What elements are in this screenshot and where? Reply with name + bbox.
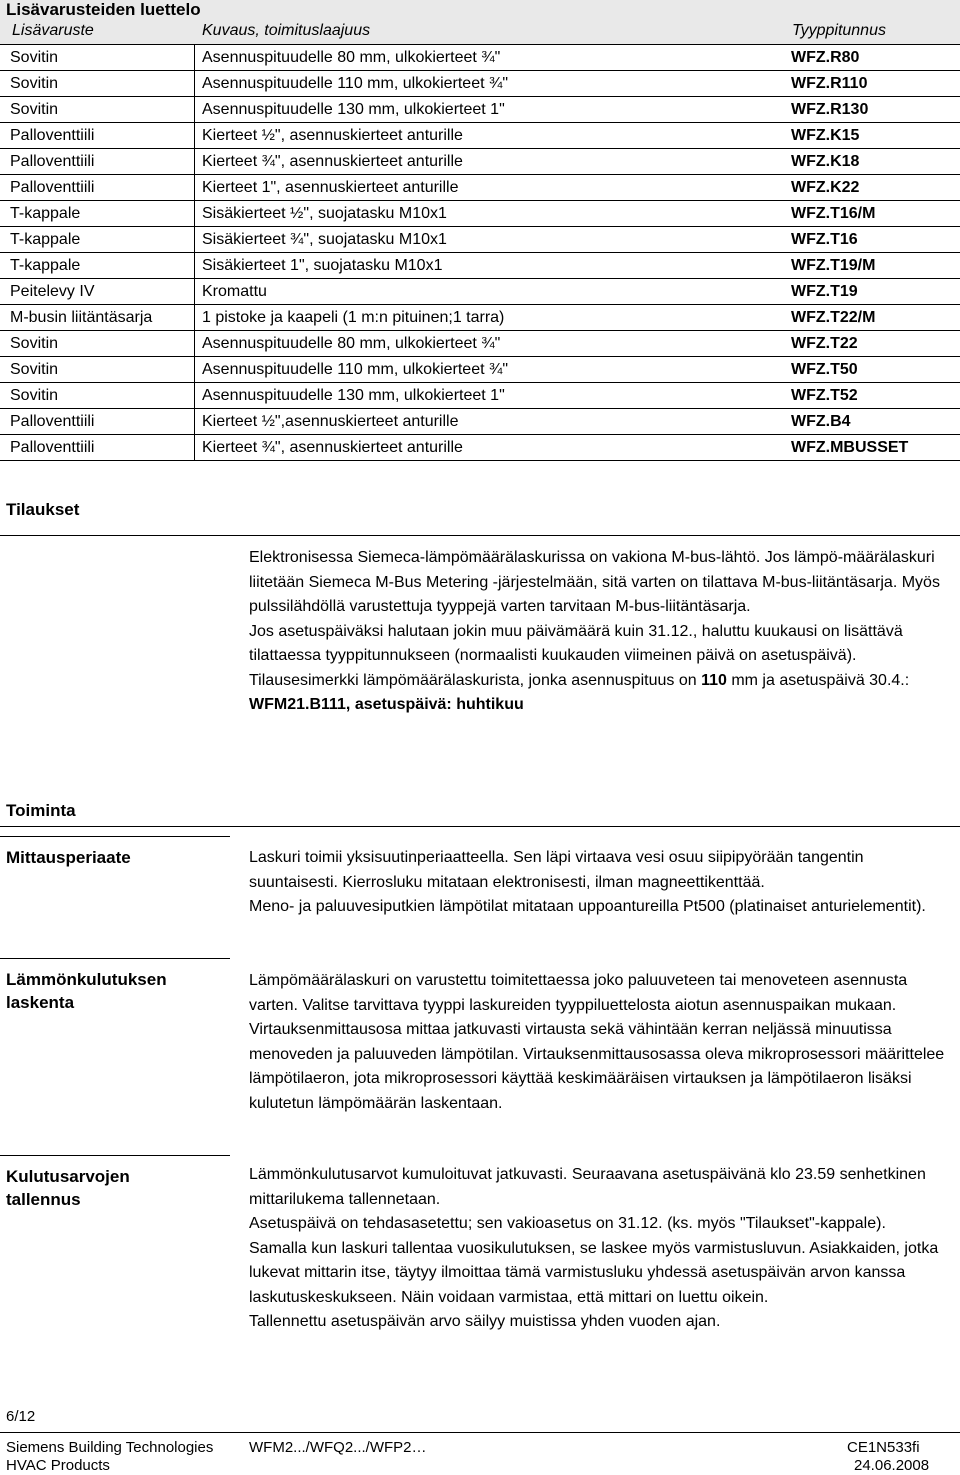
column-header-description: Kuvaus, toimituslaajuus xyxy=(202,22,371,39)
footer-division: HVAC Products xyxy=(6,1457,110,1474)
footer-company: Siemens Building Technologies xyxy=(6,1439,214,1456)
cell-accessory: Palloventtiili xyxy=(10,413,95,430)
column-divider xyxy=(194,44,195,460)
row-divider xyxy=(0,252,960,253)
storage-paragraph-2: Asetuspäivä on tehdasasetettu; sen vakioasetus on 31.12. (ks. myös "Tilaukset"-kappale). xyxy=(249,1215,886,1232)
cell-description: Asennuspituudelle 80 mm, ulkokierteet ¾" xyxy=(202,335,501,352)
cell-description: Asennuspituudelle 80 mm, ulkokierteet ¾" xyxy=(202,49,501,66)
orders-paragraph-3 xyxy=(249,669,955,718)
cell-type: WFZ.R80 xyxy=(791,49,860,66)
cell-type: WFZ.R110 xyxy=(791,75,868,92)
cell-accessory: T-kappale xyxy=(10,205,81,222)
page-title: Lisävarusteiden luettelo xyxy=(6,0,201,19)
storage-paragraph-1: Lämmönkulutusarvot kumuloituvat jatkuvasti. Seuraavana asetuspäivänä klo 23.59 senhetkinen mittarilukema tallennetaan. xyxy=(249,1166,926,1208)
row-divider xyxy=(0,226,960,227)
cell-description: 1 pistoke ja kaapeli (1 m:n pituinen;1 tarra) xyxy=(202,309,505,326)
cell-description: Kromattu xyxy=(202,283,267,300)
calc-label: Lämmönkulutuksen laskenta xyxy=(6,970,167,1012)
row-divider xyxy=(0,278,960,279)
cell-description: Kierteet ¾", asennuskierteet anturille xyxy=(202,439,463,456)
row-divider xyxy=(0,44,960,45)
row-divider xyxy=(0,356,960,357)
footer-divider xyxy=(0,1432,960,1433)
principle-paragraph-2: Meno- ja paluuvesiputkien lämpötilat mitataan uppoantureilla Pt500 (platinaiset anturielementit). xyxy=(249,898,926,915)
row-divider xyxy=(0,174,960,175)
orders-text xyxy=(249,546,955,718)
row-divider xyxy=(0,460,960,461)
row-divider xyxy=(0,434,960,435)
cell-description: Asennuspituudelle 130 mm, ulkokierteet 1" xyxy=(202,387,505,404)
row-divider xyxy=(0,408,960,409)
orders-example-length: 110 xyxy=(701,671,727,689)
cell-description: Asennuspituudelle 110 mm, ulkokierteet ¾" xyxy=(202,75,508,92)
row-divider xyxy=(0,304,960,305)
row-divider xyxy=(0,148,960,149)
cell-description: Kierteet 1", asennuskierteet anturille xyxy=(202,179,459,196)
row-divider xyxy=(0,200,960,201)
section-divider xyxy=(0,826,960,827)
cell-description: Kierteet ¾", asennuskierteet anturille xyxy=(202,153,463,170)
cell-type: WFZ.K22 xyxy=(791,179,860,196)
principle-paragraph-1: Laskuri toimii yksisuutinperiaatteella. Sen läpi virtaava vesi osuu siipipyörään tangentin suuntaisesti. Kierrosluku mitataan elektronisesti, ilman magneettikenttää. xyxy=(249,849,864,891)
footer-doc-id: CE1N533fi xyxy=(847,1439,920,1456)
section-divider xyxy=(0,535,960,536)
column-header-accessory: Lisävaruste xyxy=(12,22,94,39)
cell-type: WFZ.K15 xyxy=(791,127,860,144)
orders-paragraph-2: Jos asetuspäiväksi halutaan jokin muu päivämäärä kuin 31.12., haluttu kuukausi on lisättävä tilattaessa tyyppitunnukseen (normaalisti kuukauden viimeinen päivä on asetuspäivä). xyxy=(249,622,903,664)
footer-date: 24.06.2008 xyxy=(854,1457,930,1474)
cell-type: WFZ.K18 xyxy=(791,153,860,170)
cell-accessory: Peitelevy IV xyxy=(10,283,95,300)
page-number: 6/12 xyxy=(6,1408,36,1425)
calc-paragraph-1: Lämpömäärälaskuri on varustettu toimitettaessa joko paluuveteen tai menoveteen asennusta varten. Valitse tarvittava tyyppi laskureiden tyyppiluettelosta aiotun asennuspaikan mukaan. xyxy=(249,972,908,1014)
calc-paragraph-2: Virtauksenmittausosa mittaa jatkuvasti virtausta sekä vähintään kerran neljässä minuutissa menoveden ja paluuveden lämpötilan. Virtauksenmittausosassa oleva mikroprosessori määrittelee lämpötilaeron, jota mikroprosessori käyttää keskimääräisen virtauksen ja lämpötilaeron lisäksi kulutetun lämpömäärän laskentaan. xyxy=(249,1021,945,1112)
cell-accessory: Sovitin xyxy=(10,75,59,92)
cell-description: Kierteet ½", asennuskierteet anturille xyxy=(202,127,463,144)
cell-description: Kierteet ½",asennuskierteet anturille xyxy=(202,413,459,430)
function-heading: Toiminta xyxy=(6,801,76,820)
cell-accessory: M-busin liitäntäsarja xyxy=(10,309,153,326)
cell-description: Sisäkierteet ¾", suojatasku M10x1 xyxy=(202,231,447,248)
cell-type: WFZ.T16/M xyxy=(791,205,876,222)
cell-accessory: Sovitin xyxy=(10,361,59,378)
principle-label: Mittausperiaate xyxy=(6,848,131,867)
storage-text xyxy=(249,1163,955,1335)
cell-type: WFZ.R130 xyxy=(791,101,869,118)
row-divider xyxy=(0,122,960,123)
column-header-type: Tyyppitunnus xyxy=(792,22,886,39)
cell-type: WFZ.T52 xyxy=(791,387,858,404)
label-divider xyxy=(0,958,230,959)
row-divider xyxy=(0,330,960,331)
calc-text xyxy=(249,969,955,1116)
cell-type: WFZ.T22 xyxy=(791,335,858,352)
cell-accessory: Sovitin xyxy=(10,49,59,66)
label-divider xyxy=(0,836,230,837)
cell-type: WFZ.B4 xyxy=(791,413,851,430)
cell-type: WFZ.MBUSSET xyxy=(791,439,909,456)
orders-example-code: WFM21.B111, asetuspäivä: huhtikuu xyxy=(249,696,524,713)
orders-example-text: Tilausesimerkki lämpömäärälaskurista, jonka asennuspituus on xyxy=(249,671,702,689)
cell-accessory: Sovitin xyxy=(10,335,59,352)
storage-paragraph-3: Samalla kun laskuri tallentaa vuosikulutuksen, se laskee myös varmistusluvun. Asiakkaiden, jotka lukevat mittarin itse, täytyy ilmoittaa tämä varmistusluku yhdessä asetuspäivän arvon kanssa laskutuskeskukseen. Näin voidaan varmistaa, että mittari on luettu oikein. xyxy=(249,1239,939,1306)
cell-accessory: T-kappale xyxy=(10,231,81,248)
cell-accessory: Palloventtiili xyxy=(10,439,95,456)
storage-label: Kulutusarvojen tallennus xyxy=(6,1167,130,1209)
cell-type: WFZ.T50 xyxy=(791,361,858,378)
cell-accessory: T-kappale xyxy=(10,257,81,274)
orders-heading: Tilaukset xyxy=(6,500,80,519)
row-divider xyxy=(0,70,960,71)
cell-type: WFZ.T19/M xyxy=(791,257,876,274)
footer-models: WFM2.../WFQ2.../WFP2… xyxy=(249,1439,427,1456)
row-divider xyxy=(0,382,960,383)
orders-paragraph-1: Elektronisessa Siemeca-lämpömäärälaskurissa on vakiona M-bus-lähtö. Jos lämpö-määrälaskuri liitetään Siemeca M-Bus Metering -järjestelmään, sitä varten on tilattava M-bus-liitäntäsarja. Myös pulssilähdöllä varustettuja tyyppejä varten tarvitaan M-bus-liitäntäsarja. xyxy=(249,549,940,615)
cell-description: Asennuspituudelle 130 mm, ulkokierteet 1" xyxy=(202,101,505,118)
cell-accessory: Sovitin xyxy=(10,387,59,404)
cell-type: WFZ.T16 xyxy=(791,231,858,248)
orders-example-text-2: mm ja asetuspäivä 30.4.: xyxy=(726,671,910,689)
cell-description: Asennuspituudelle 110 mm, ulkokierteet ¾" xyxy=(202,361,508,378)
row-divider xyxy=(0,96,960,97)
label-divider xyxy=(0,1155,230,1156)
cell-description: Sisäkierteet ½", suojatasku M10x1 xyxy=(202,205,447,222)
principle-text xyxy=(249,846,955,920)
cell-accessory: Sovitin xyxy=(10,101,59,118)
cell-accessory: Palloventtiili xyxy=(10,127,95,144)
cell-accessory: Palloventtiili xyxy=(10,153,95,170)
cell-type: WFZ.T22/M xyxy=(791,309,876,326)
cell-type: WFZ.T19 xyxy=(791,283,858,300)
storage-paragraph-4: Tallennettu asetuspäivän arvo säilyy muistissa yhden vuoden ajan. xyxy=(249,1313,721,1330)
cell-description: Sisäkierteet 1", suojatasku M10x1 xyxy=(202,257,443,274)
cell-accessory: Palloventtiili xyxy=(10,179,95,196)
